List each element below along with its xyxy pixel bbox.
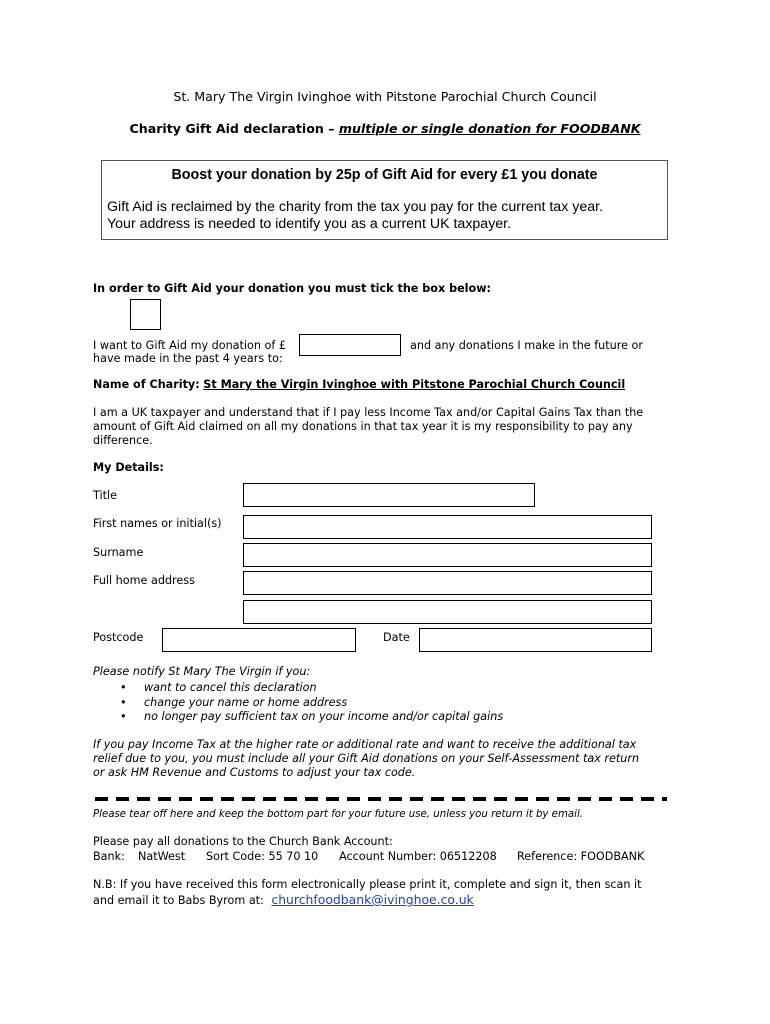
notify-item [118, 710, 503, 725]
email-link[interactable]: churchfoodbank@ivinghoe.co.uk [271, 892, 474, 907]
declaration-suffix: multiple or single donation for FOODBANK [338, 121, 641, 136]
nb-line-2: and email it to Babs Byrom at: [93, 894, 264, 907]
address-input-line-1[interactable] [243, 571, 652, 595]
donation-line-1-start: I want to Gift Aid my donation of £ [93, 339, 286, 352]
postcode-label: Postcode [93, 631, 144, 644]
charity-row [93, 378, 625, 393]
boost-line-2: Your address is needed to identify you as a current UK taxpayer. [107, 216, 512, 232]
charity-name: St Mary the Virgin Ivinghoe with Pitstone Parochial Church Council [203, 378, 626, 391]
tick-instruction: In order to Gift Aid your donation you must tick the box below: [93, 282, 492, 295]
details-heading: My Details: [93, 461, 164, 474]
title-label: Title [93, 489, 117, 502]
notify-item-text: want to cancel this declaration [144, 681, 317, 694]
bullet-icon: • [120, 681, 127, 694]
boost-headline: Boost your donation by 25p of Gift Aid for every £1 you donate [171, 167, 598, 183]
surname-input[interactable] [243, 543, 652, 567]
taxpayer-statement-line-3: difference. [93, 434, 153, 447]
tear-off-note: Please tear off here and keep the bottom part for your future use, unless you return it by email. [93, 809, 584, 820]
address-input-line-2[interactable] [243, 600, 652, 624]
notify-item [118, 681, 503, 696]
gift-aid-checkbox[interactable] [130, 299, 161, 330]
bank-name: NatWest [138, 850, 186, 863]
address-label: Full home address [93, 574, 195, 587]
organisation-title: St. Mary The Virgin Ivinghoe with Pitstone Parochial Church Council [173, 89, 597, 104]
first-names-input[interactable] [243, 515, 652, 539]
higher-rate-line-3: or ask HM Revenue and Customs to adjust your tax code. [93, 766, 416, 779]
account-number: Account Number: 06512208 [339, 850, 497, 863]
donation-amount-input[interactable] [299, 334, 401, 356]
sort-code: Sort Code: 55 70 10 [206, 850, 319, 863]
bullet-icon: • [120, 710, 127, 724]
surname-label: Surname [93, 546, 144, 559]
bank-reference: Reference: FOODBANK [517, 850, 645, 863]
title-input[interactable] [243, 483, 535, 507]
higher-rate-line-1: If you pay Income Tax at the higher rate or additional rate and want to receive the additional tax [93, 738, 637, 751]
donation-line-1-end: and any donations I make in the future or [410, 339, 643, 352]
notify-item-text: change your name or home address [144, 695, 348, 709]
date-label: Date [383, 631, 410, 644]
notify-item-text: no longer pay sufficient tax on your income and/or capital gains [144, 710, 504, 724]
taxpayer-statement-line-2: amount of Gift Aid claimed on all my donations in that tax year it is my responsibility to pay any [93, 420, 633, 433]
bank-label: Bank: [93, 850, 125, 863]
notify-item [118, 696, 503, 711]
nb-line-1: N.B: If you have received this form electronically please print it, complete and sign it, then scan it [93, 878, 642, 891]
postcode-input[interactable] [162, 628, 356, 652]
declaration-title [0, 121, 770, 136]
donation-line-2: have made in the past 4 years to: [93, 352, 283, 365]
higher-rate-line-2: relief due to you, you must include all your Gift Aid donations on your Self-Assessment tax return [93, 752, 640, 765]
boost-line-1: Gift Aid is reclaimed by the charity from the tax you pay for the current tax year. [107, 199, 603, 215]
notify-list [118, 681, 503, 725]
bullet-icon: • [120, 695, 127, 709]
tear-off-line [95, 797, 667, 801]
first-names-label: First names or initial(s) [93, 517, 222, 530]
notify-heading: Please notify St Mary The Virgin if you: [93, 665, 311, 678]
nb-line-2-wrap [93, 893, 474, 909]
bank-intro: Please pay all donations to the Church Bank Account: [93, 835, 393, 848]
declaration-prefix: Charity Gift Aid declaration – [129, 121, 339, 136]
charity-label: Name of Charity: [93, 378, 200, 391]
date-input[interactable] [419, 628, 652, 652]
taxpayer-statement-line-1: I am a UK taxpayer and understand that if I pay less Income Tax and/or Capital Gains Tax than the [93, 406, 644, 419]
